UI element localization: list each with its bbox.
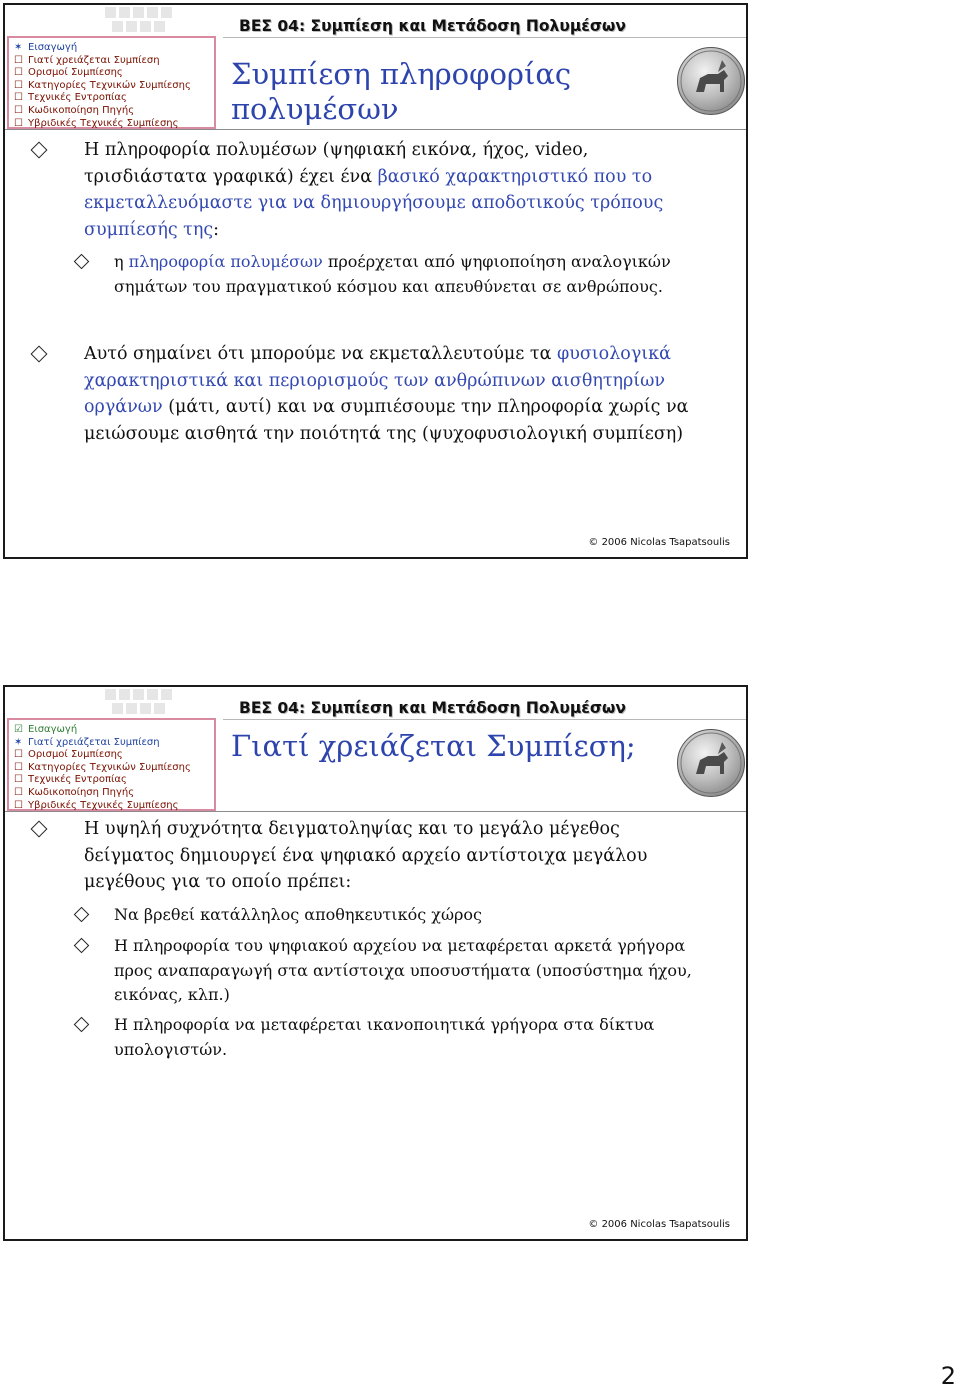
diamond-bullet-icon (31, 142, 48, 159)
slide-title: Γιατί χρειάζεται Συμπίεση; (231, 729, 636, 763)
slide-1 (3, 3, 748, 559)
bullet-large-files: Η υψηλή συχνότητα δειγματοληψίας και το μεγάλο μέγεθος δείγματος δημιουργεί ένα ψηφιακό αρχείο αντίστοιχα μεγάλου μεγέθους για το οποίο πρέπει: (84, 816, 647, 896)
nav-item-entropy[interactable]: ☐ Τεχνικές Εντροπίας (14, 92, 127, 104)
sub-bullet-networks: Η πληροφορία να μεταφέρεται ικανοποιητικά γρήγορα στα δίκτυα υπολογιστών. (114, 1013, 654, 1062)
diamond-bullet-icon (74, 1017, 90, 1033)
bullet-multimedia-info: Η πληροφορία πολυμέσων (ψηφιακή εικόνα, ήχος, video, τρισδιάστατα γραφικά) έχει ένα βασικό χαρακτηριστικό που το εκμεταλλευόμαστε για να δημιουργήσουμε αποδοτικούς τρόπους συμπίεσής της: (84, 137, 663, 243)
nav-item-intro[interactable]: ✶ Εισαγωγή (14, 42, 78, 53)
checkbox-icon: ☐ (14, 799, 23, 811)
header-separator (5, 811, 746, 812)
diamond-bullet-icon (31, 346, 48, 363)
sub-bullet-playback: Η πληροφορία του ψηφιακού αρχείου να μεταφέρεται αρκετά γρήγορα προς αναπαραγωγή στα αντίστοιχα υποσυστήματα (υποσύστημα ήχου, εικόνας, κλπ.) (114, 934, 692, 1008)
copyright-footer: © 2006 Nicolas Tsapatsoulis (588, 1219, 730, 1230)
checkbox-icon: ☐ (14, 79, 23, 91)
diamond-bullet-icon (74, 938, 90, 954)
checkbox-icon: ☐ (14, 67, 23, 79)
slide-2 (3, 685, 748, 1241)
course-title: ΒΕΣ 04: Συμπίεση και Μετάδοση Πολυμέσων (239, 17, 626, 35)
star-icon: ✶ (14, 42, 23, 53)
sub-bullet-storage: Να βρεθεί κατάλληλος αποθηκευτικός χώρος (114, 903, 482, 928)
nav-item-intro[interactable]: ☑ Εισαγωγή (14, 724, 78, 735)
checkbox-icon: ☐ (14, 749, 23, 761)
header-rule (223, 37, 746, 38)
sub-bullet-analog-signals: η πληροφορία πολυμέσων προέρχεται από ψηφιοποίηση αναλογικών σημάτων του πραγματικού κόσμου και απευθύνεται σε ανθρώπους. (114, 250, 671, 299)
header-rule (223, 719, 746, 720)
nav-item-categories[interactable]: ☐ Κατηγορίες Τεχνικών Συμπίεσης (14, 79, 191, 91)
nav-item-definitions[interactable]: ☐ Ορισμοί Συμπίεσης (14, 67, 123, 79)
nav-item-hybrid[interactable]: ☐ Υβριδικές Τεχνικές Συμπίεσης (14, 117, 179, 129)
header-separator (5, 129, 746, 130)
slide-title: Συμπίεση πληροφορίας πολυμέσων (231, 57, 572, 126)
nav-item-entropy[interactable]: ☐ Τεχνικές Εντροπίας (14, 774, 127, 786)
copyright-footer: © 2006 Nicolas Tsapatsoulis (588, 537, 730, 548)
checkbox-icon: ☐ (14, 104, 23, 116)
nav-item-definitions[interactable]: ☐ Ορισμοί Συμπίεσης (14, 749, 123, 761)
diamond-bullet-icon (74, 254, 90, 270)
page-number: 2 (940, 1362, 956, 1390)
coin-logo-icon (677, 729, 745, 797)
checkbox-icon: ☐ (14, 92, 23, 104)
topic-nav (7, 36, 216, 129)
diamond-bullet-icon (74, 907, 90, 923)
nav-item-categories[interactable]: ☐ Κατηγορίες Τεχνικών Συμπίεσης (14, 761, 191, 773)
nav-item-hybrid[interactable]: ☐ Υβριδικές Τεχνικές Συμπίεσης (14, 799, 179, 811)
coin-logo-icon (677, 47, 745, 115)
nav-item-source-coding[interactable]: ☐ Κωδικοποίηση Πηγής (14, 786, 135, 798)
nav-item-why[interactable]: ☐ Γιατί χρειάζεται Συμπίεση (14, 54, 160, 66)
nav-item-source-coding[interactable]: ☐ Κωδικοποίηση Πηγής (14, 104, 135, 116)
nav-item-why[interactable]: ✶ Γιατί χρειάζεται Συμπίεση (14, 736, 160, 748)
topic-nav (7, 718, 216, 811)
diamond-bullet-icon (31, 821, 48, 838)
checkbox-icon: ☐ (14, 54, 23, 66)
checkbox-icon: ☐ (14, 117, 23, 129)
checkbox-icon: ☐ (14, 761, 23, 773)
checked-box-icon: ☑ (14, 724, 23, 735)
checkbox-icon: ☐ (14, 774, 23, 786)
bullet-psychophysical: Αυτό σημαίνει ότι μπορούμε να εκμεταλλευτούμε τα φυσιολογικά χαρακτηριστικά και περιορισμούς των ανθρώπινων αισθητηρίων οργάνων (μάτι, αυτί) και να συμπιέσουμε την πληροφορία χωρίς να μειώσουμε αισθητά την ποιότητά της (ψυχοφυσιολογική συμπίεση) (84, 341, 688, 447)
star-icon: ✶ (14, 736, 23, 748)
checkbox-icon: ☐ (14, 786, 23, 798)
course-title: ΒΕΣ 04: Συμπίεση και Μετάδοση Πολυμέσων (239, 699, 626, 717)
